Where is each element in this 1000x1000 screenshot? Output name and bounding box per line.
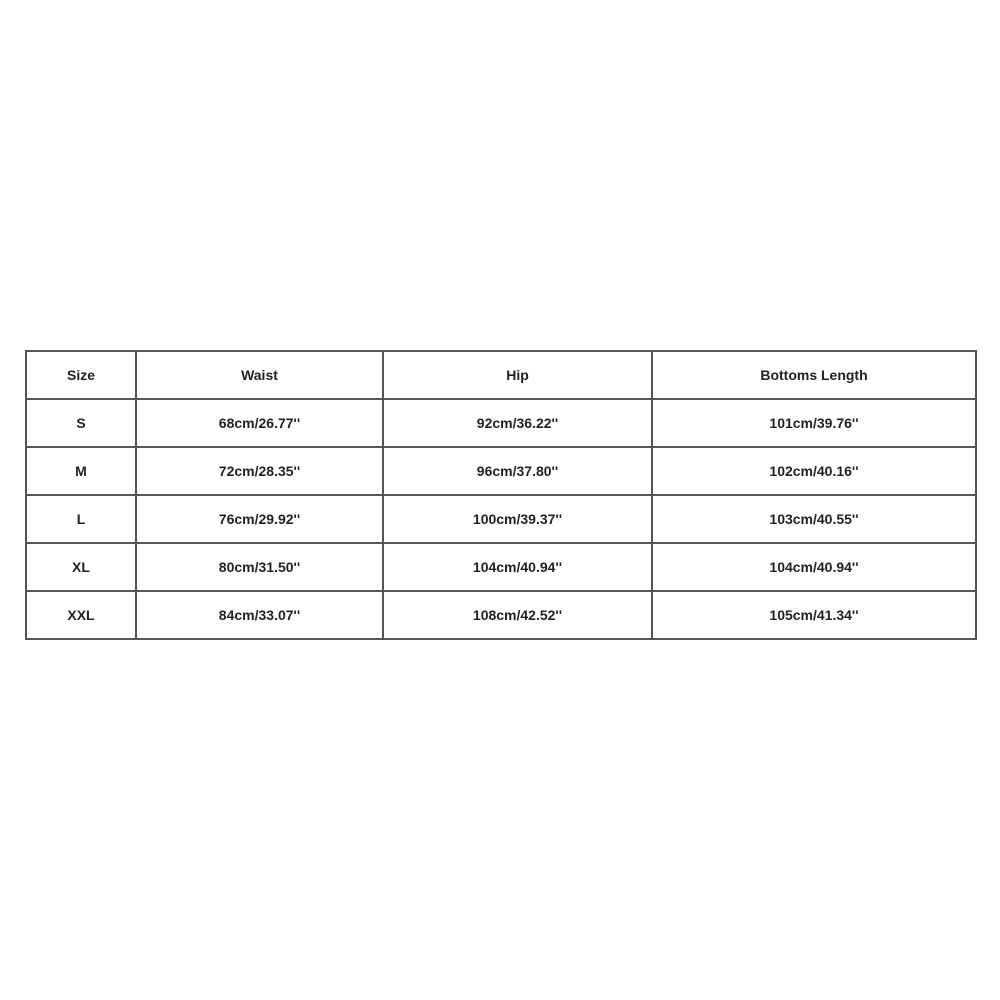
table-row <box>26 591 976 639</box>
table-row <box>26 495 976 543</box>
waist-cell: 72cm/28.35'' <box>136 447 383 495</box>
table-row <box>26 447 976 495</box>
header-hip: Hip <box>383 351 652 399</box>
header-size: Size <box>26 351 136 399</box>
hip-cell: 92cm/36.22'' <box>383 399 652 447</box>
waist-cell: 84cm/33.07'' <box>136 591 383 639</box>
hip-cell: 108cm/42.52'' <box>383 591 652 639</box>
bottoms-length-cell: 103cm/40.55'' <box>652 495 976 543</box>
bottoms-length-cell: 101cm/39.76'' <box>652 399 976 447</box>
size-chart-table <box>25 350 977 640</box>
table-header-row <box>26 351 976 399</box>
hip-cell: 100cm/39.37'' <box>383 495 652 543</box>
bottoms-length-cell: 102cm/40.16'' <box>652 447 976 495</box>
table-row <box>26 399 976 447</box>
waist-cell: 80cm/31.50'' <box>136 543 383 591</box>
size-cell: XXL <box>26 591 136 639</box>
size-cell: S <box>26 399 136 447</box>
bottoms-length-cell: 105cm/41.34'' <box>652 591 976 639</box>
header-waist: Waist <box>136 351 383 399</box>
size-cell: XL <box>26 543 136 591</box>
hip-cell: 96cm/37.80'' <box>383 447 652 495</box>
size-cell: L <box>26 495 136 543</box>
waist-cell: 68cm/26.77'' <box>136 399 383 447</box>
bottoms-length-cell: 104cm/40.94'' <box>652 543 976 591</box>
hip-cell: 104cm/40.94'' <box>383 543 652 591</box>
size-cell: M <box>26 447 136 495</box>
table-row <box>26 543 976 591</box>
waist-cell: 76cm/29.92'' <box>136 495 383 543</box>
header-bottoms-length: Bottoms Length <box>652 351 976 399</box>
